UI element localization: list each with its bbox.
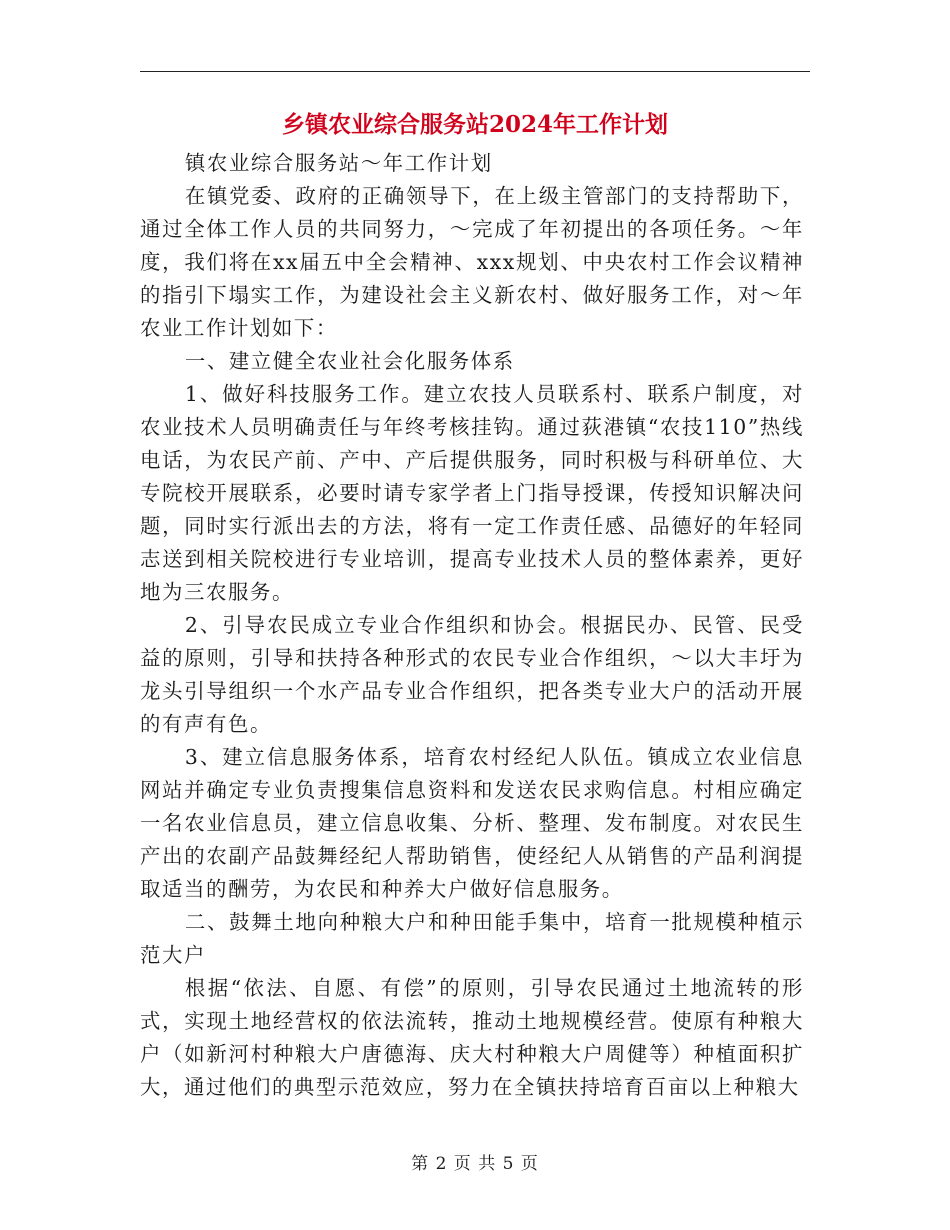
- paragraph-item-1: 1、做好科技服务工作。建立农技人员联系村、联系户制度，对农业技术人员明确责任与年终考核挂钩。通过荻港镇“农技110”热线电话，为农民产前、产中、产后提供服务，同时积极与科研单位、大专院校开展联系，必要时请专家学者上门指导授课，传授知识解决问题，同时实行派出去的方法，将有一定工作责任感、品德好的年轻同志送到相关院校进行专业培训，提高专业技术人员的整体素养，更好地为三农服务。: [140, 382, 804, 604]
- page-number: 第 2 页 共 5 页: [411, 1154, 539, 1174]
- paragraph-item-2: 2、引导农民成立专业合作组织和协会。根据民办、民管、民受益的原则，引导和扶持各种形式的农民专业合作组织，～以大丰圩为龙头引导组织一个水产品专业合作组织，把各类专业大户的活动开展的有声有色。: [140, 613, 804, 736]
- document-title: 乡镇农业综合服务站2024年工作计划: [281, 111, 668, 138]
- section-heading-2: 二、鼓舞土地向种粮大户和种田能手集中，培育一批规模种植示范大户: [140, 910, 804, 967]
- paragraph-section-2: 根据“依法、自愿、有偿”的原则，引导农民通过土地流转的形式，实现土地经营权的依法流转，推动土地规模经营。使原有种粮大户（如新河村种粮大户唐德海、庆大村种粮大户周健等）种植面积扩大，通过他们的典型示范效应，努力在全镇扶持培育百亩以上种粮大: [140, 976, 804, 1099]
- section-heading-1: 一、建立健全农业社会化服务体系: [184, 349, 515, 373]
- paragraph-subtitle: 镇农业综合服务站～年工作计划: [184, 151, 493, 175]
- paragraph-intro: 在镇党委、政府的正确领导下，在上级主管部门的支持帮助下，通过全体工作人员的共同努力，～完成了年初提出的各项任务。～年度，我们将在xx届五中全会精神、xxx规划、中央农村工作会议精神的指引下塌实工作，为建设社会主义新农村、做好服务工作，对～年农业工作计划如下：: [140, 184, 804, 340]
- header-rule: [140, 71, 810, 72]
- document-body: [140, 147, 804, 1104]
- paragraph-item-3: 3、建立信息服务体系，培育农村经纪人队伍。镇成立农业信息网站并确定专业负责搜集信息资料和发送农民求购信息。村相应确定一名农业信息员，建立信息收集、分析、整理、发布制度。对农民生产出的农副产品鼓舞经纪人帮助销售，使经纪人从销售的产品利润提取适当的酬劳，为农民和种养大户做好信息服务。: [140, 745, 804, 901]
